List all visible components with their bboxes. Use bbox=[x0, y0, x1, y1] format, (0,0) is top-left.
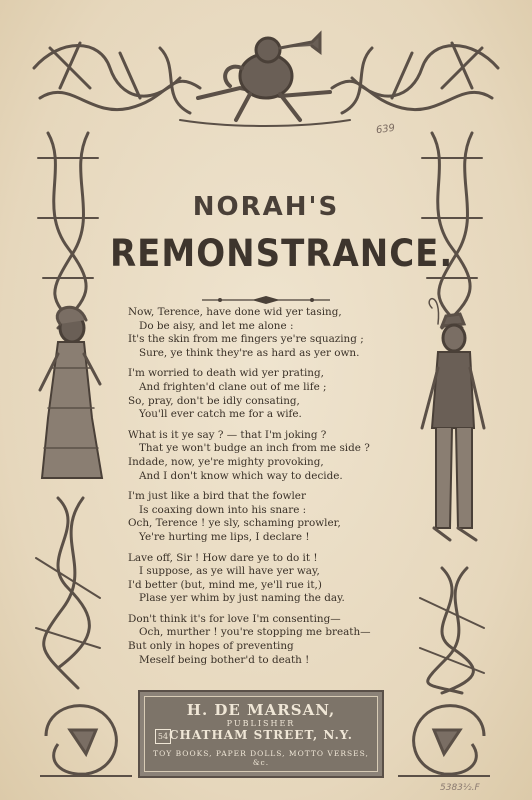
poem-line: Is coaxing down into his snare : bbox=[139, 503, 307, 516]
poem-line: Do be aisy, and let me alone : bbox=[139, 319, 294, 332]
title-line-2: REMONSTRANCE. bbox=[110, 232, 454, 276]
title-divider-ornament bbox=[200, 290, 332, 300]
publisher-products: TOY BOOKS, PAPER DOLLS, MOTTO VERSES, &c. bbox=[153, 749, 369, 767]
stanza bbox=[128, 552, 418, 606]
poem-line: And frighten'd clane out of me life ; bbox=[139, 380, 327, 393]
poem-line: I'm just like a bird that the fowler bbox=[128, 490, 306, 503]
bottom-left-corner-ornament bbox=[36, 690, 136, 782]
stanza bbox=[128, 306, 418, 360]
right-border-with-man-figure bbox=[412, 128, 494, 698]
poem-line: Och, murther ! you're stopping me breath— bbox=[139, 626, 371, 639]
publisher-label: PUBLISHER bbox=[226, 719, 296, 728]
poem-line: Och, Terence ! ye sly, schaming prowler, bbox=[128, 517, 341, 530]
poem-line: I'd better (but, mind me, ye'll rue it,) bbox=[128, 578, 322, 591]
publisher-imprint bbox=[138, 690, 384, 778]
left-border-with-woman-figure bbox=[28, 128, 110, 698]
bottom-right-corner-ornament bbox=[394, 690, 494, 782]
poem-line: Lave off, Sir ! How dare ye to do it ! bbox=[128, 551, 318, 564]
poem-line: I'm worried to death wid yer prating, bbox=[128, 367, 324, 380]
poem-line: So, pray, don't be idly consating, bbox=[128, 394, 300, 407]
poem-line: It's the skin from me fingers ye're squazing ; bbox=[128, 333, 364, 346]
stanza bbox=[128, 613, 418, 667]
title-line-1: NORAH'S bbox=[192, 192, 340, 222]
poem-line: Don't think it's for love I'm consenting— bbox=[128, 612, 341, 625]
poem-line: What is it ye say ? — that I'm joking ? bbox=[128, 428, 327, 441]
top-cherub-ornament bbox=[30, 28, 502, 136]
poem-line: That ye won't budge an inch from me side ? bbox=[139, 442, 370, 455]
poem-line: Ye're hurting me lips, I declare ! bbox=[139, 530, 310, 543]
imprint-panel bbox=[144, 696, 378, 772]
poem-text bbox=[128, 306, 418, 674]
stanza bbox=[128, 367, 418, 421]
poem-line: Now, Terence, have done wid yer tasing, bbox=[128, 306, 342, 318]
poem-line: Sure, ye think they're as hard as yer own. bbox=[139, 346, 360, 359]
poem-line: Indade, now, ye're mighty provoking, bbox=[128, 455, 324, 468]
poem-line: Meself being bother'd to death ! bbox=[139, 653, 310, 666]
publisher-street: CHATHAM STREET, N.Y. bbox=[169, 728, 353, 742]
handwritten-number: 639 bbox=[375, 122, 396, 137]
poem-line: I suppose, as ye will have yer way, bbox=[139, 565, 320, 578]
stanza bbox=[128, 429, 418, 483]
stanza bbox=[128, 490, 418, 544]
poem-line: You'll ever catch me for a wife. bbox=[139, 408, 302, 421]
catalog-number: 5383½.F bbox=[440, 783, 480, 793]
poem-line: And I don't know which way to decide. bbox=[139, 469, 343, 482]
street-number: 54 bbox=[155, 729, 171, 744]
poem-line: But only in hopes of preventing bbox=[128, 640, 294, 653]
poem-line: Plase yer whim by just naming the day. bbox=[139, 592, 345, 605]
publisher-name: H. DE MARSAN, bbox=[186, 701, 336, 719]
